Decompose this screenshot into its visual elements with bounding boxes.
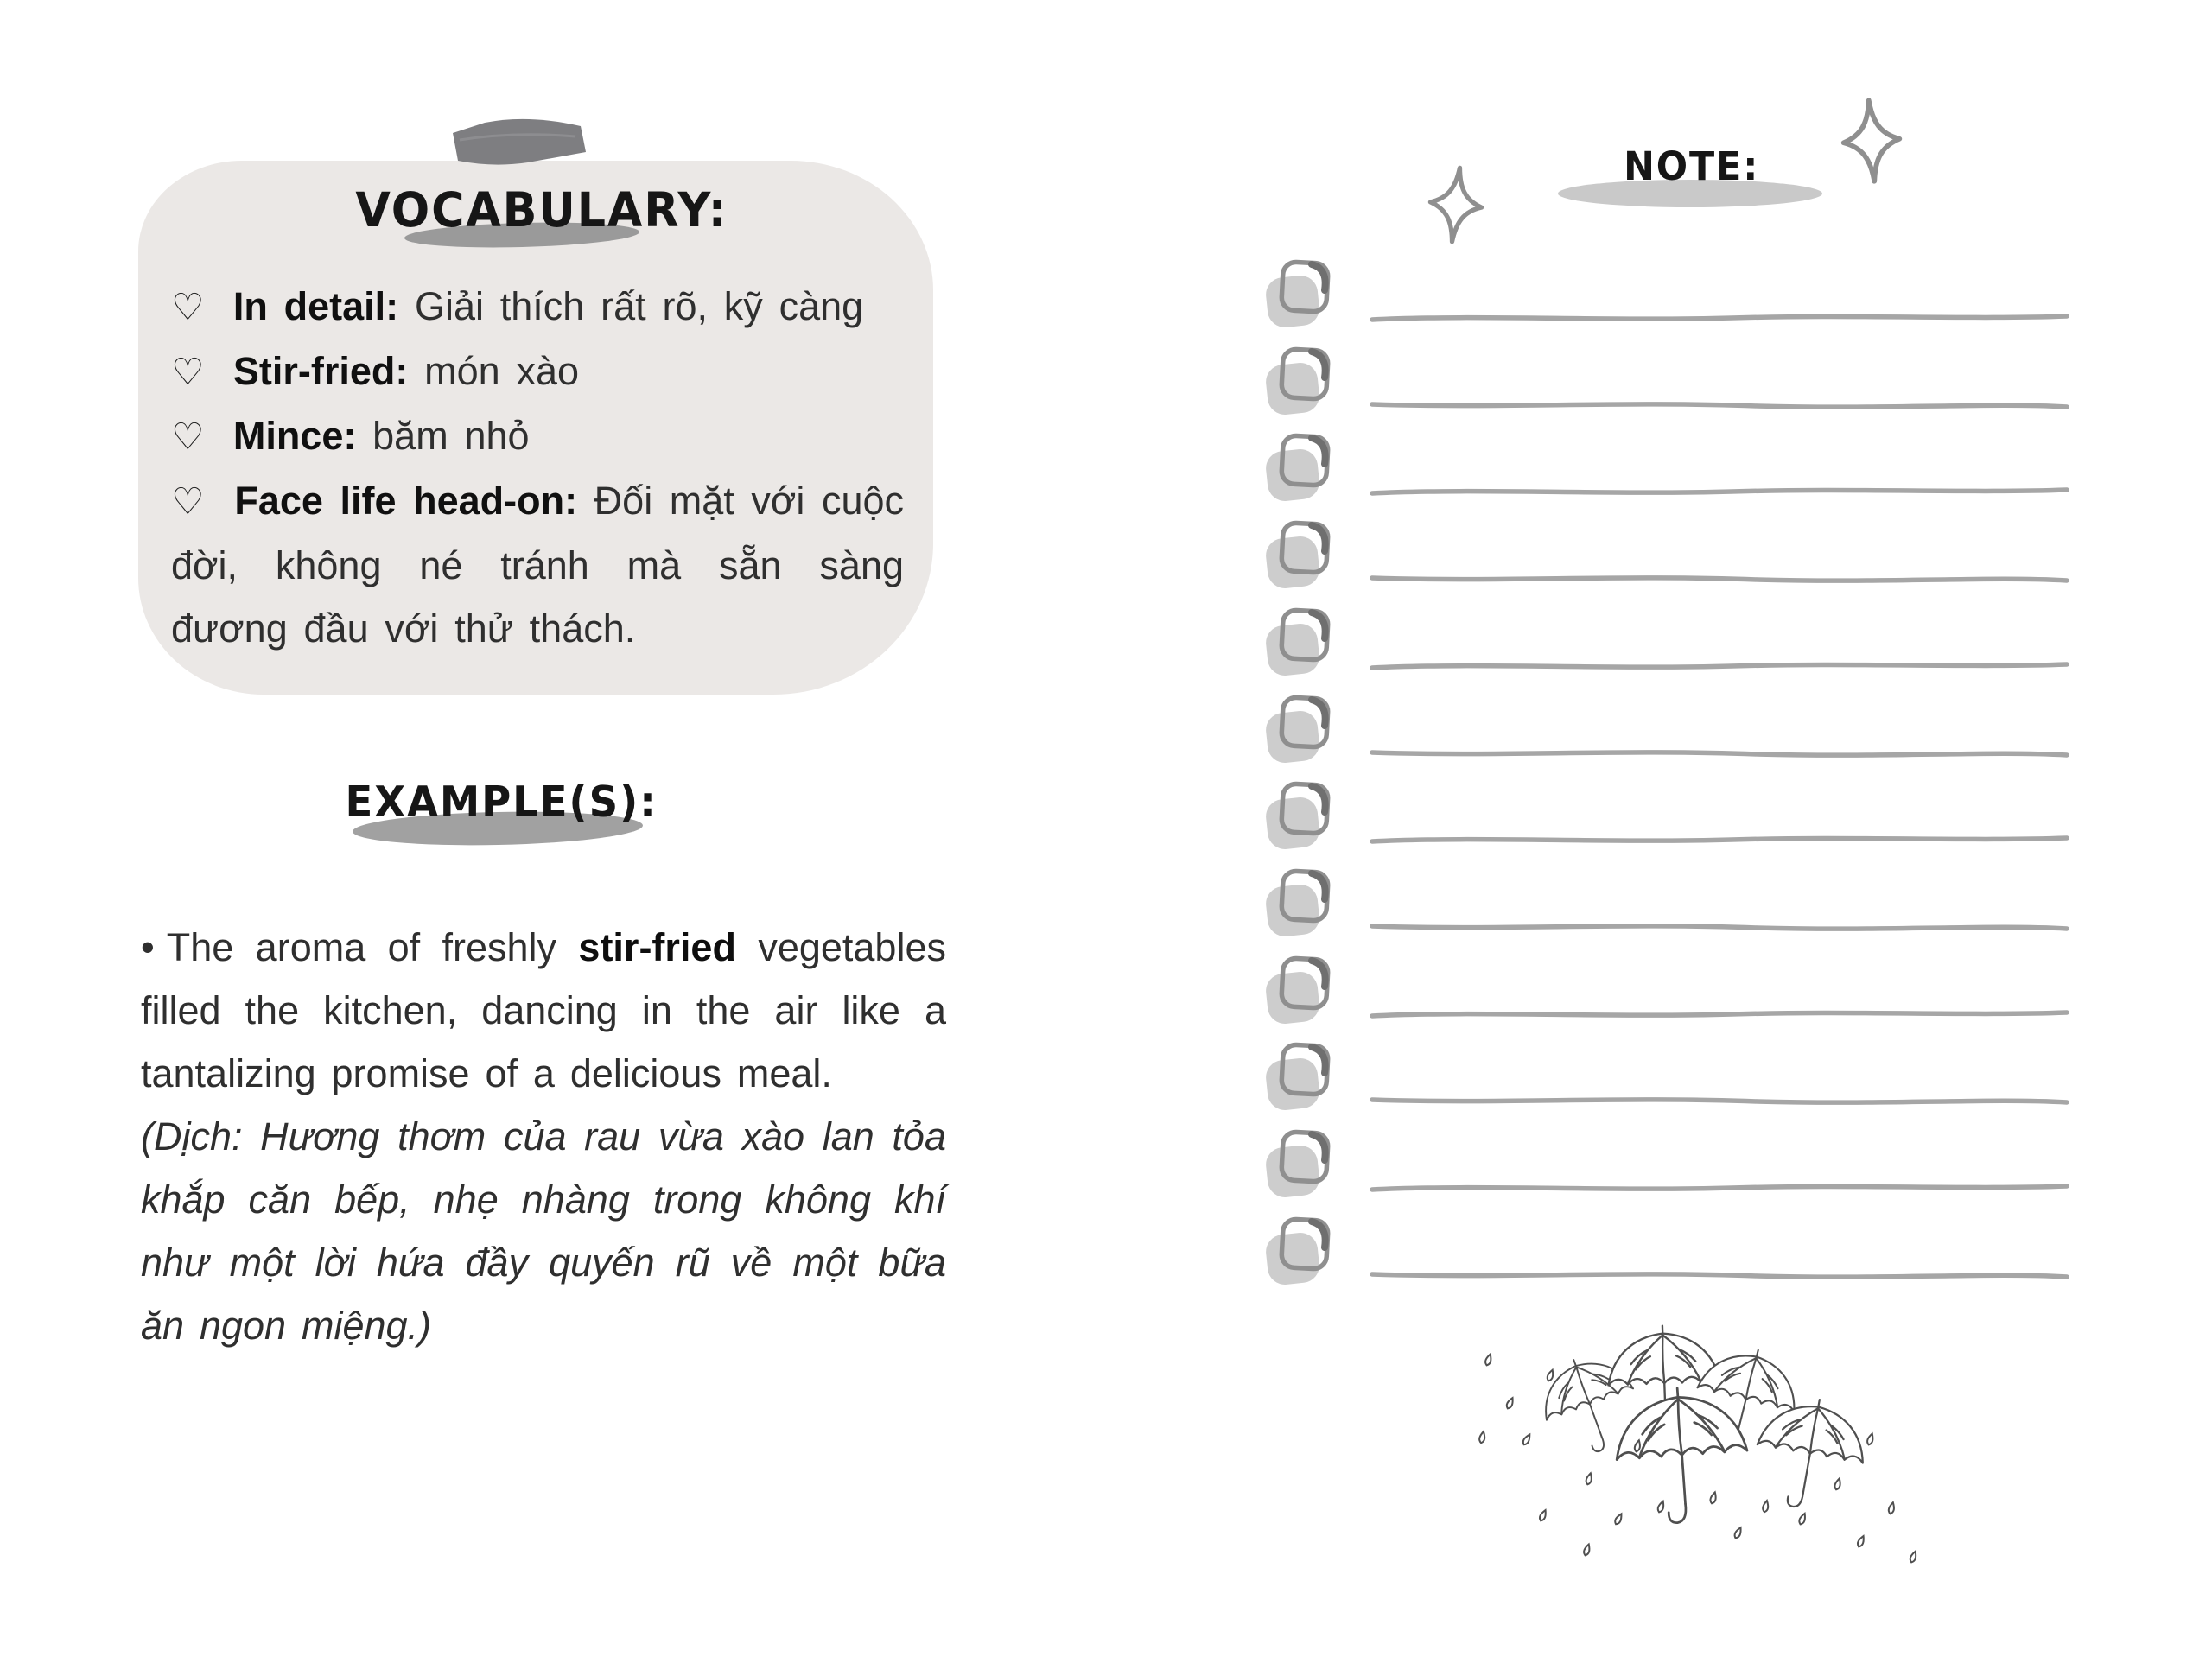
examples-block — [141, 916, 946, 1357]
example-translation-vietnamese: (Dịch: Hương thơm của rau vừa xào lan tỏa khắp căn bếp, nhẹ nhàng trong không khí như một lời hứa đầy quyến rũ về một bữa ăn ngon miệng.) — [141, 1114, 946, 1348]
vocab-entry: ♡ Face life head-on: Đối mặt với cuộc đời, không né tránh mà sẵn sàng đương đầu với thử thách. — [171, 479, 904, 651]
vocab-term: Face life head-on: — [234, 479, 594, 523]
umbrella-doodle — [1459, 1294, 1960, 1588]
vocabulary-title: VOCABULARY: — [355, 182, 728, 238]
checkbox-icon — [1260, 776, 1339, 855]
checkbox-icon — [1260, 1211, 1339, 1291]
note-title: NOTE: — [1624, 143, 1760, 189]
note-writing-line — [1369, 485, 2070, 498]
checkbox-icon — [1260, 1124, 1339, 1203]
sparkle-icon — [1423, 162, 1488, 248]
checkbox-icon — [1260, 341, 1339, 421]
example-sentence-english: • The aroma of freshly stir-fried vegetables filled the kitchen, dancing in the air like a tantalizing promise of a delicious meal. — [141, 925, 946, 1095]
checkbox-icon — [1260, 1037, 1339, 1116]
checkbox-icon — [1260, 515, 1339, 594]
heart-bullet-icon: ♡ — [171, 416, 223, 459]
vocab-term: In detail: — [232, 284, 415, 328]
heart-bullet-icon: ♡ — [171, 286, 223, 329]
note-writing-line — [1369, 1094, 2070, 1108]
vocabulary-list — [171, 275, 904, 660]
note-writing-line — [1369, 1007, 2070, 1021]
examples-heading — [328, 779, 674, 826]
note-writing-line — [1369, 833, 2070, 847]
note-writing-line — [1369, 572, 2070, 586]
checkbox-icon — [1260, 602, 1339, 682]
checkbox-icon — [1260, 254, 1339, 333]
checkbox-icon — [1260, 863, 1339, 943]
note-writing-line — [1369, 659, 2070, 673]
tape-icon — [446, 117, 593, 169]
checkbox-icon — [1260, 950, 1339, 1030]
vocab-entry: ♡ Mince: băm nhỏ — [171, 414, 530, 459]
examples-title: EXAMPLE(S): — [345, 778, 658, 827]
heart-bullet-icon: ♡ — [171, 480, 225, 524]
note-writing-line — [1369, 398, 2070, 412]
vocab-entry: ♡ In detail: Giải thích rất rõ, kỹ càng — [171, 284, 864, 329]
vocab-term: Stir-fried: — [232, 349, 425, 393]
vocabulary-heading — [346, 182, 728, 238]
note-writing-line — [1369, 1181, 2070, 1195]
note-heading — [1519, 145, 1865, 188]
heart-bullet-icon: ♡ — [171, 351, 223, 394]
dot-bullet: • — [141, 925, 155, 969]
example-bold-term: stir-fried — [578, 925, 736, 969]
note-writing-line — [1369, 920, 2070, 934]
vocab-term: Mince: — [232, 414, 373, 458]
checkbox-icon — [1260, 689, 1339, 769]
note-writing-line — [1369, 1268, 2070, 1282]
note-writing-line — [1369, 746, 2070, 760]
checkbox-icon — [1260, 428, 1339, 507]
note-writing-line — [1369, 311, 2070, 325]
vocab-entry: ♡ Stir-fried: món xào — [171, 349, 580, 394]
